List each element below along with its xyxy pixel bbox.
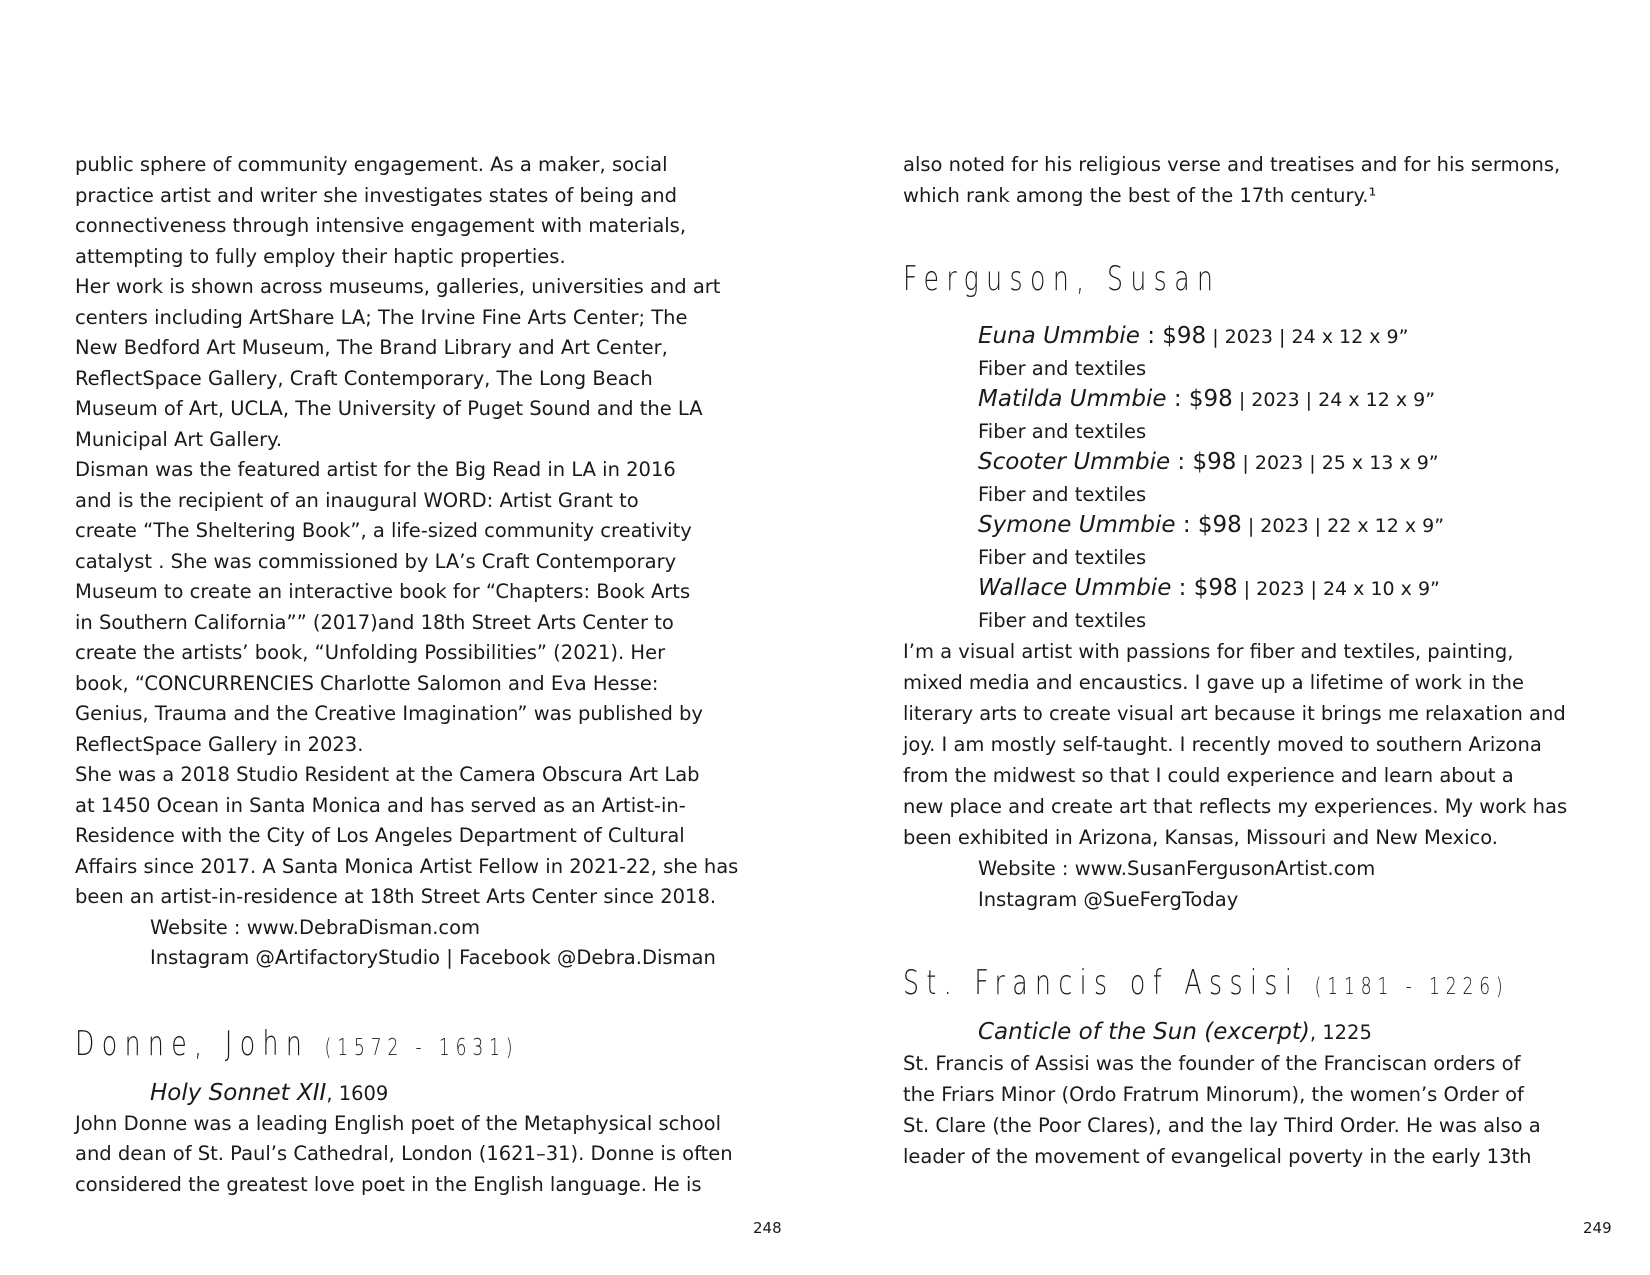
work-entry: Matilda Ummbie : $98 | 2023 | 24 x 12 x 9” bbox=[978, 386, 1436, 412]
website-link[interactable]: Website : www.SusanFergusonArtist.com bbox=[978, 857, 1376, 880]
artist-name: Ferguson, Susan bbox=[903, 259, 1221, 299]
works-list bbox=[903, 321, 1603, 636]
bio-paragraph: John Donne was a leading English poet of the Metaphysical school and dean of St. Paul’s Cathedral, London (1621–31). Donne is often considered the greatest love poet in the English language. He is bbox=[75, 1111, 733, 1196]
bio-paragraph: St. Francis of Assisi was the founder of the Franciscan orders of the Friars Minor (Ordo Fratrum Minorum), the women’s Order of St. Clare (the Poor Clares), and the lay Third Order. He was also a leader of the movement of evangelical poverty in the early 13th bbox=[903, 1052, 1541, 1168]
contact-links bbox=[903, 853, 1603, 915]
work-entry: Scooter Ummbie : $98 | 2023 | 25 x 13 x 9” bbox=[978, 449, 1439, 475]
website-link[interactable]: Website : www.DebraDisman.com bbox=[150, 915, 481, 939]
work-medium: Fiber and textiles bbox=[978, 546, 1147, 569]
work-medium: Fiber and textiles bbox=[978, 609, 1147, 632]
artist-heading bbox=[75, 1024, 593, 1064]
social-links[interactable]: Instagram @ArtifactoryStudio | Facebook @Debra.Disman bbox=[150, 946, 716, 969]
page-number: 249 bbox=[1583, 1219, 1612, 1237]
right-page bbox=[825, 0, 1650, 1275]
work-title: Canticle of the Sun (excerpt) bbox=[978, 1019, 1310, 1045]
work-title: Holy Sonnet XII bbox=[150, 1079, 327, 1106]
artist-dates: (1572 - 1631) bbox=[324, 1034, 519, 1061]
work-entry: Symone Ummbie : $98 | 2023 | 22 x 12 x 9” bbox=[978, 512, 1445, 538]
work-year: , 1225 bbox=[1309, 1021, 1372, 1044]
bio-paragraph: She was a 2018 Studio Resident at the Camera Obscura Art Lab at 1450 Ocean in Santa Monica and has served as an Artist-in- Residence with the City of Los Angeles Department of Cultural Affairs since 2017. A Santa Monica Artist Fellow in 2021-22, she has been an artist-in-residence at 18th Street Arts Center since 2018. bbox=[75, 763, 739, 908]
bio-paragraph: Disman was the featured artist for the Big Read in LA in 2016 and is the recipient of an inaugural WORD: Artist Grant to create “The Sheltering Book”, a life-sized community creativity catalyst . She was commissioned by LA’s Craft Contemporary Museum to create an interactive book for “Chapters: Book Arts in Southern California”” (2017)and 18th Street Arts Center to create the artists’ book, “Unfolding Possibilities” (2021). Her book, “CONCURRENCIES Charlotte Salomon and Eva Hesse: Genius, Trauma and the Creative Imagination” was published by ReflectSpace Gallery in 2023. bbox=[75, 458, 703, 756]
work-medium: Fiber and textiles bbox=[978, 420, 1147, 443]
work-entry bbox=[75, 1078, 775, 1109]
work-medium: Fiber and textiles bbox=[978, 483, 1147, 506]
artist-dates: (1181 - 1226) bbox=[1314, 974, 1509, 1000]
social-links[interactable]: Instagram @SueFergToday bbox=[978, 888, 1239, 911]
work-entry: Wallace Ummbie : $98 | 2023 | 24 x 10 x 9” bbox=[978, 575, 1440, 601]
work-entry bbox=[903, 1017, 1603, 1048]
work-year: , 1609 bbox=[326, 1081, 389, 1105]
right-column bbox=[903, 150, 1603, 1172]
bio-paragraph: public sphere of community engagement. As a maker, social practice artist and writer she investigates states of being and connectiveness through intensive engagement with materials, attempting to fully employ their haptic properties. bbox=[75, 153, 687, 268]
bio-paragraph: I’m a visual artist with passions for fiber and textiles, painting, mixed media and encaustics. I gave up a lifetime of work in the literary arts to create visual art because it brings me relaxation and joy. I am mostly self-taught. I recently moved to southern Arizona from the midwest so that I could experience and learn about a new place and create art that reflects my experiences. My work has been exhibited in Arizona, Kansas, Missouri and New Mexico. bbox=[903, 640, 1568, 849]
left-column bbox=[75, 150, 775, 1200]
page-number: 248 bbox=[753, 1219, 782, 1237]
artist-heading bbox=[903, 259, 1421, 299]
artist-heading bbox=[903, 963, 1509, 1003]
artist-name: St. Francis of Assisi bbox=[903, 963, 1300, 1003]
bio-paragraph: Her work is shown across museums, galleries, universities and art centers including ArtShare LA; The Irvine Fine Arts Center; The New Bedford Art Museum, The Brand Library and Art Center, ReflectSpace Gallery, Craft Contemporary, The Long Beach Museum of Art, UCLA, The University of Puget Sound and the LA Municipal Art Gallery. bbox=[75, 275, 721, 451]
artist-name: Donne, John bbox=[75, 1023, 310, 1064]
bio-paragraph: also noted for his religious verse and treatises and for his sermons, which rank among the best of the 17th century.¹ bbox=[903, 153, 1561, 207]
work-medium: Fiber and textiles bbox=[978, 357, 1147, 380]
contact-links bbox=[75, 913, 775, 974]
work-entry: Euna Ummbie : $98 | 2023 | 24 x 12 x 9” bbox=[978, 323, 1409, 349]
